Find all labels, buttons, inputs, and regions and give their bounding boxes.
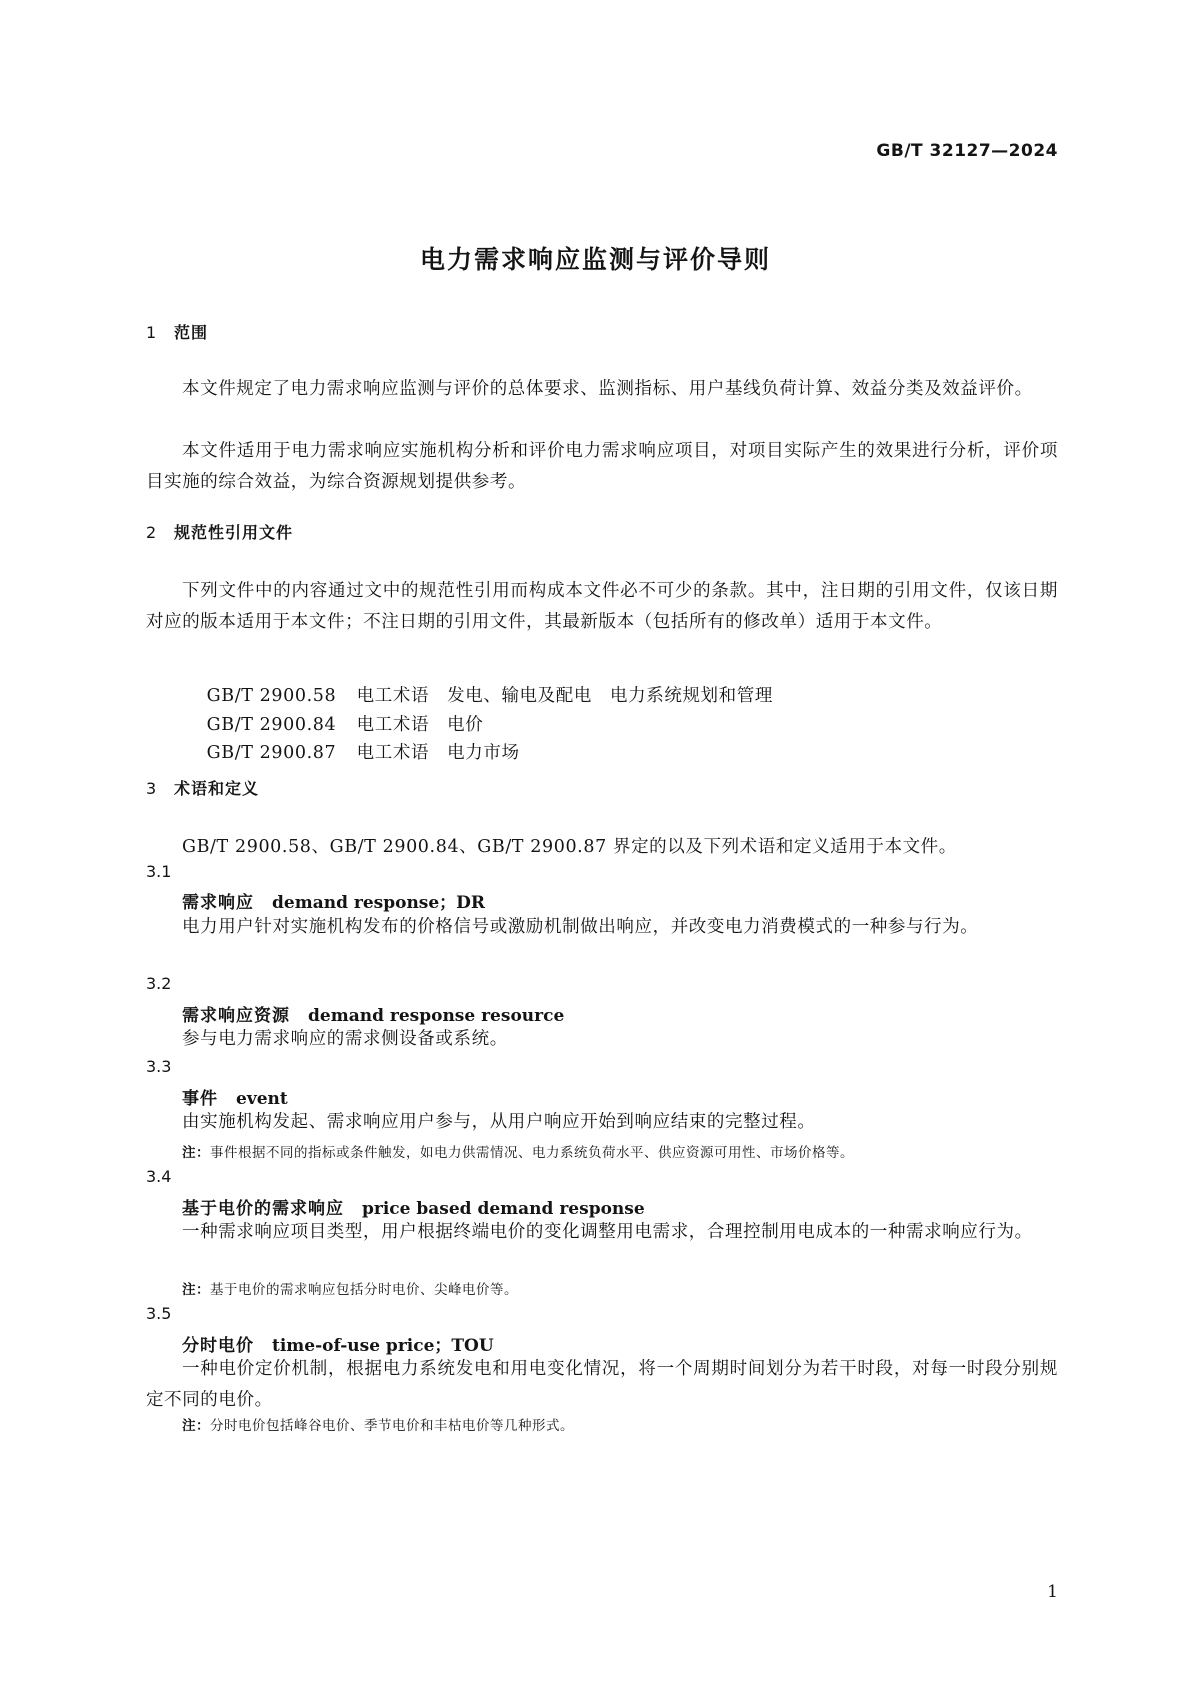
section-title: 范围 — [174, 323, 209, 342]
term-zh: 需求响应资源 — [182, 1006, 290, 1026]
reference-code: GB/T 2900.58 — [206, 686, 337, 706]
term-note — [182, 1414, 574, 1434]
reference-title: 电工术语 电力市场 — [356, 743, 520, 763]
term-en: event — [236, 1089, 288, 1109]
section-number: 3 — [146, 779, 158, 798]
scope-paragraph-1: 本文件规定了电力需求响应监测与评价的总体要求、监测指标、用户基线负荷计算、效益分类及效益评价。 — [182, 379, 1033, 399]
term-note — [182, 1278, 518, 1298]
scope-paragraph-2: 本文件适用于电力需求响应实施机构分析和评价电力需求响应项目，对项目实际产生的效果进行分析，评价项目实施的综合效益，为综合资源规划提供参考。 — [146, 441, 1058, 492]
clause-number: 3.3 — [146, 1057, 172, 1076]
reference-code: GB/T 2900.87 — [206, 743, 337, 763]
section-3-heading — [146, 776, 259, 799]
section-number: 1 — [146, 323, 158, 342]
section-1-heading — [146, 320, 208, 343]
normative-references-paragraph: 下列文件中的内容通过文中的规范性引用而构成本文件必不可少的条款。其中，注日期的引用文件，仅该日期对应的版本适用于本文件；不注日期的引用文件，其最新版本（包括所有的修改单）适用于本文件。 — [146, 581, 1058, 632]
section-title: 术语和定义 — [174, 779, 260, 798]
clause-number: 3.2 — [146, 974, 172, 993]
clause-number: 3.4 — [146, 1167, 172, 1186]
term-en: demand response resource — [308, 1006, 565, 1026]
term-zh: 分时电价 — [182, 1336, 254, 1356]
term-definition: 电力用户针对实施机构发布的价格信号或激励机制做出响应，并改变电力消费模式的一种参与行为。 — [182, 917, 979, 937]
term-zh: 基于电价的需求响应 — [182, 1199, 344, 1219]
note-text: 事件根据不同的指标或条件触发，如电力供需情况、电力系统负荷水平、供应资源可用性、市场价格等。 — [210, 1145, 854, 1161]
page-number: 1 — [1047, 1582, 1058, 1602]
clause-number: 3.5 — [146, 1304, 172, 1323]
term-entry — [182, 888, 485, 913]
note-label: 注： — [182, 1282, 210, 1298]
term-en: demand response；DR — [272, 893, 486, 913]
note-text: 基于电价的需求响应包括分时电价、尖峰电价等。 — [210, 1282, 518, 1298]
term-entry — [182, 1194, 645, 1219]
clause-number: 3.1 — [146, 862, 172, 881]
term-en: price based demand response — [362, 1199, 645, 1219]
term-definition: 参与电力需求响应的需求侧设备或系统。 — [182, 1029, 508, 1049]
section-title: 规范性引用文件 — [174, 523, 294, 542]
note-label: 注： — [182, 1145, 210, 1161]
term-zh: 事件 — [182, 1089, 218, 1109]
document-code: GB/T 32127—2024 — [876, 141, 1058, 161]
terms-intro-paragraph: GB/T 2900.58、GB/T 2900.84、GB/T 2900.87 界定的以及下列术语和定义适用于本文件。 — [182, 837, 957, 857]
reference-item — [182, 719, 520, 784]
note-text: 分时电价包括峰谷电价、季节电价和丰枯电价等几种形式。 — [210, 1418, 574, 1434]
reference-title: 电工术语 发电、输电及配电 电力系统规划和管理 — [356, 686, 773, 706]
term-entry — [182, 1084, 288, 1109]
term-definition: 由实施机构发起、需求响应用户参与，从用户响应开始到响应结束的完整过程。 — [182, 1112, 816, 1132]
term-definition: 一种需求响应项目类型，用户根据终端电价的变化调整用电需求，合理控制用电成本的一种需求响应行为。 — [182, 1222, 1033, 1242]
section-number: 2 — [146, 523, 158, 542]
term-definition: 一种电价定价机制，根据电力系统发电和用电变化情况，将一个周期时间划分为若干时段，对每一时段分别规定不同的电价。 — [146, 1359, 1058, 1410]
term-entry — [182, 1001, 564, 1026]
reference-code: GB/T 2900.84 — [206, 715, 337, 735]
term-entry — [182, 1331, 494, 1356]
term-zh: 需求响应 — [182, 893, 254, 913]
section-2-heading — [146, 520, 293, 543]
document-title: 电力需求响应监测与评价导则 — [419, 245, 771, 274]
term-en: time-of-use price；TOU — [272, 1336, 494, 1356]
note-label: 注： — [182, 1418, 210, 1434]
term-note — [182, 1141, 854, 1161]
reference-title: 电工术语 电价 — [356, 715, 484, 735]
